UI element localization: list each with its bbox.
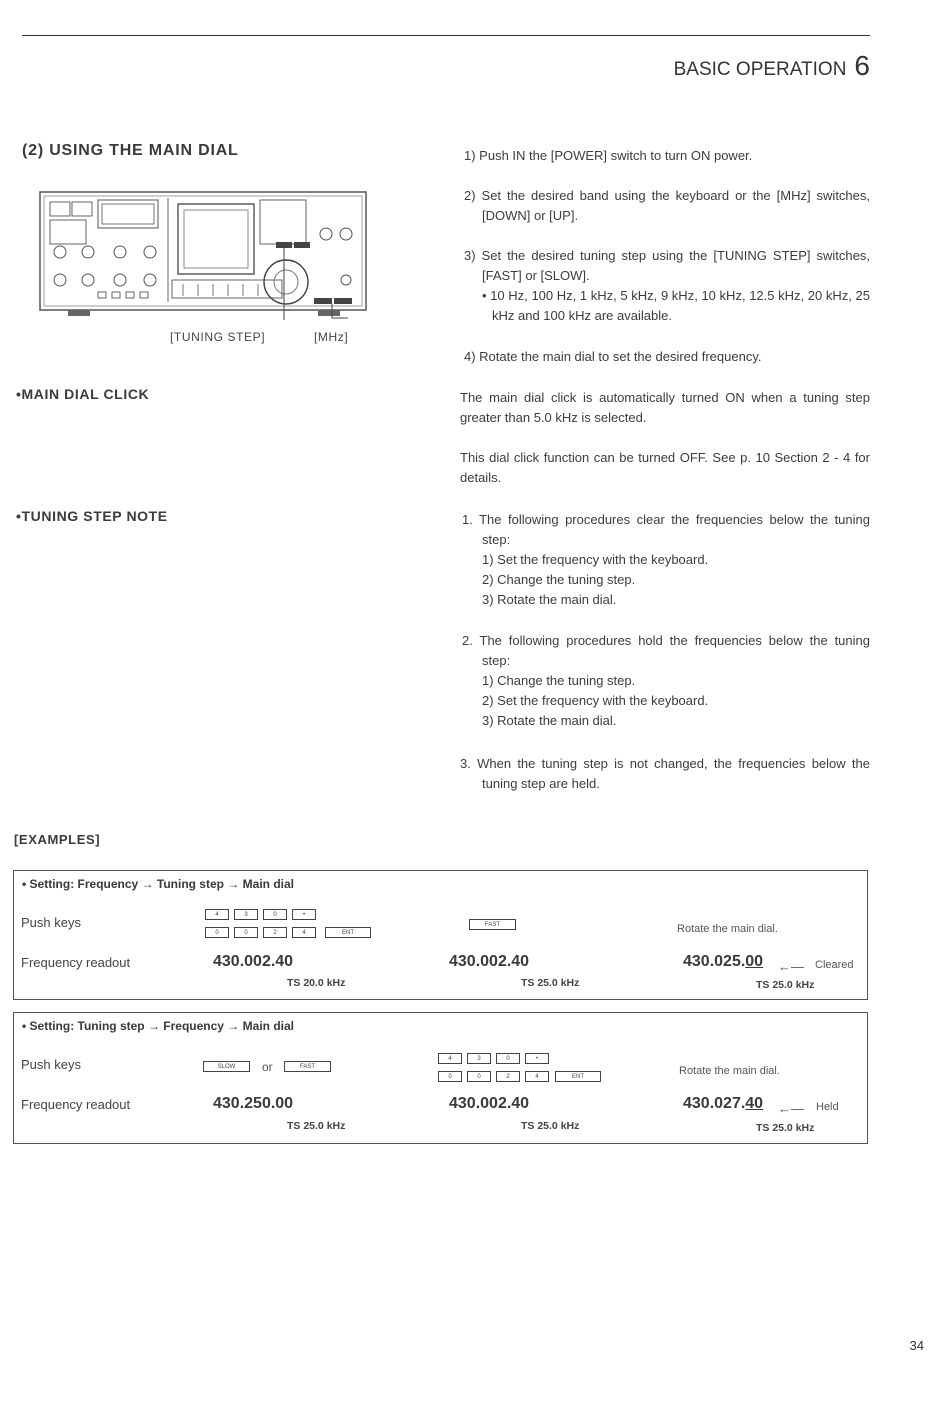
transceiver-illustration [38,190,368,320]
tuning-step-2: TS 25.0 kHz [521,1120,580,1132]
step-1: 1) Push IN the [POWER] switch to turn ON power. [464,148,753,163]
key-2: 2 [263,927,287,938]
example-2-heading: • Setting: Tuning step → Frequency → Main dial [22,1019,294,1033]
freq-readout-1: 430.002.40 [213,953,294,970]
freq-readout-3: 430.025.00 [683,953,764,970]
key-slow: SLOW [203,1061,250,1072]
key-0: 0 [496,1053,520,1064]
main-dial-click-para2: This dial click function can be turned OFF. See p. 10 Section 2 - 4 for details. [460,450,870,485]
note-item-3: 3. When the tuning step is not changed, the frequencies below the tuning step are held. [460,756,870,791]
key-4: 4 [438,1053,462,1064]
callout-mhz: [MHz] [314,330,349,344]
example-box-1 [13,870,868,1000]
push-keys-label: Push keys [21,915,81,930]
held-arrow: ←— [778,1101,804,1116]
key-dot: • [525,1053,549,1064]
tuning-step-1: TS 25.0 kHz [287,1120,346,1132]
note-item-2: 2. The following procedures hold the frequencies below the tuning step: 1) Change the tuning step. 2) Set the frequency with the keyboard. 3) Rotate the main dial. [462,633,870,728]
key-0: 0 [234,927,258,938]
step-2: 2) Set the desired band using the keyboard or the [MHz] switches, [DOWN] or [UP]. [464,188,870,223]
cleared-arrow: ←— [778,959,804,974]
key-4: 4 [205,909,229,920]
key-0: 0 [205,927,229,938]
tuning-step-1: TS 20.0 kHz [287,977,346,989]
key-fast: FAST [469,919,516,930]
key-0: 0 [467,1071,491,1082]
key-2: 2 [496,1071,520,1082]
page-header [674,50,870,82]
rotate-instruction: Rotate the main dial. [677,923,778,935]
key-ent: ENT [325,927,371,938]
frequency-readout-label: Frequency readout [21,1097,131,1112]
header-title: BASIC OPERATION [673,59,847,80]
key-4: 4 [292,927,316,938]
examples-title: [EXAMPLES] [14,832,101,847]
note-item-1: 1. The following procedures clear the frequencies below the tuning step: 1) Set the frequency with the keyboard. 2) Change the tuning step. 3) Rotate the main dial. [462,512,870,607]
freq-readout-3: 430.027.40 [683,1095,764,1112]
tuning-step-3: TS 25.0 kHz [756,979,815,991]
step-3: 3) Set the desired tuning step using the [TUNING STEP] switches, [FAST] or [SLOW]. • 10 Hz, 100 Hz, 1 kHz, 5 kHz, 9 kHz, 10 kHz, 12.5 kHz, 20 kHz, 25 kHz and 100 kHz are available. [464,248,870,323]
page-number: 34 [909,1338,924,1353]
main-dial-click-title: •MAIN DIAL CLICK [16,386,150,402]
section-title: (2) USING THE MAIN DIAL [22,142,239,159]
key-0: 0 [438,1071,462,1082]
example-1-heading: • Setting: Frequency → Tuning step → Main dial [22,877,294,891]
freq-readout-2: 430.002.40 [449,1095,530,1112]
callout-tuning-step: [TUNING STEP] [170,330,266,344]
tuning-step-note-title: •TUNING STEP NOTE [16,508,168,524]
freq-readout-1: 430.250.00 [213,1095,294,1112]
frequency-readout-label: Frequency readout [21,955,131,970]
header-rule [22,35,870,36]
tuning-step-2: TS 25.0 kHz [521,977,580,989]
step-4: 4) Rotate the main dial to set the desired frequency. [464,349,762,364]
freq-readout-2: 430.002.40 [449,953,530,970]
key-3: 3 [467,1053,491,1064]
key-ent: ENT [555,1071,601,1082]
result-held: Held [816,1101,839,1113]
push-keys-label: Push keys [21,1057,81,1072]
tuning-step-3: TS 25.0 kHz [756,1122,815,1134]
main-dial-click-para1: The main dial click is automatically turned ON when a tuning step greater than 5.0 kHz is selected. [460,390,870,425]
chapter-number: 6 [854,50,870,81]
example-box-2 [13,1012,868,1144]
key-fast: FAST [284,1061,331,1072]
rotate-instruction: Rotate the main dial. [679,1065,780,1077]
key-dot: • [292,909,316,920]
key-0: 0 [263,909,287,920]
result-cleared: Cleared [815,959,854,971]
key-3: 3 [234,909,258,920]
or-text: or [262,1060,273,1074]
key-4: 4 [525,1071,549,1082]
